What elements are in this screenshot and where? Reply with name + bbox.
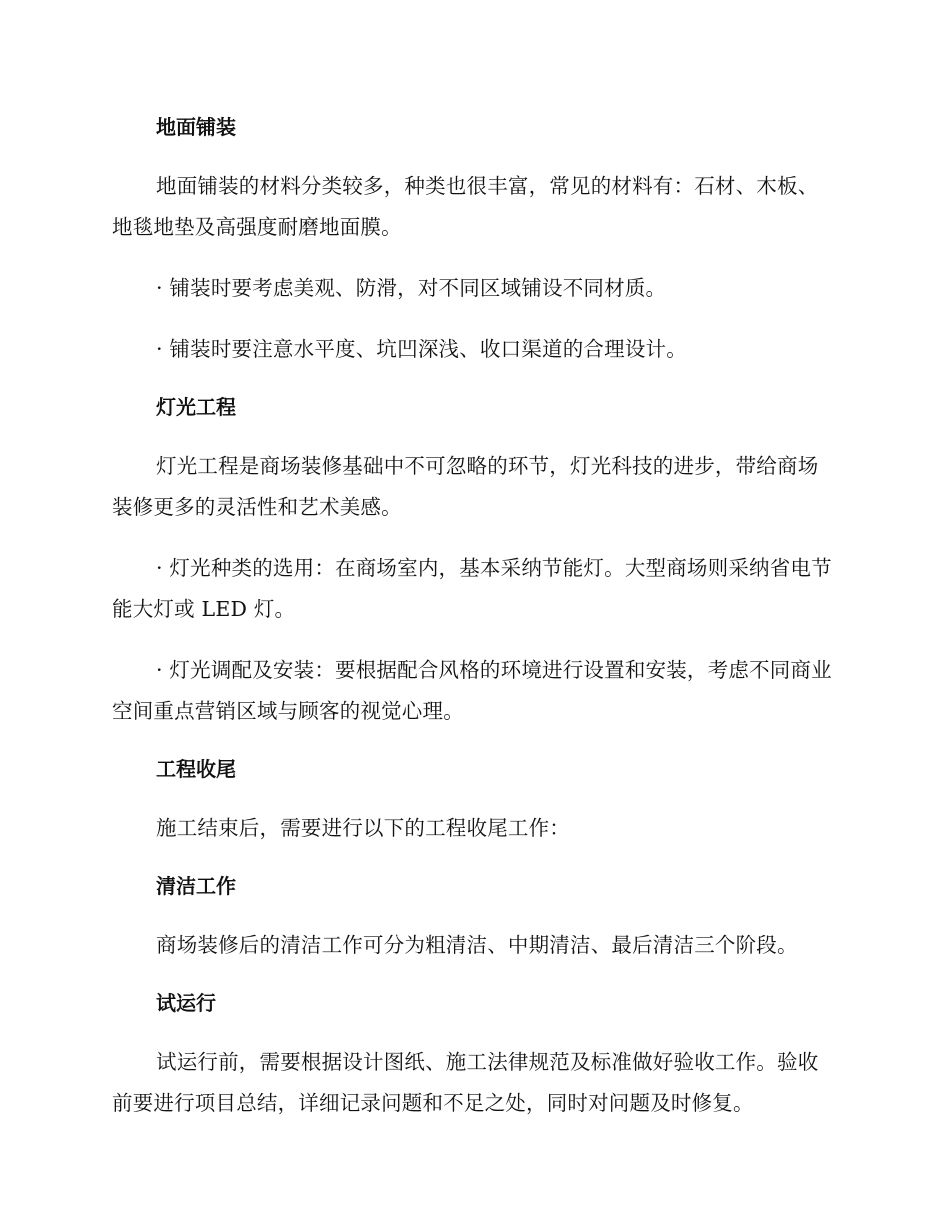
bullet-lighting-types: · 灯光种类的选用：在商场室内，基本采纳节能灯。大型商场则采纳省电节能大灯或 LED 灯。 <box>112 556 832 621</box>
section-heading-lighting: 灯光工程 <box>156 395 236 419</box>
section-heading-project-closeout: 工程收尾 <box>156 757 236 781</box>
section-heading-cleaning: 清洁工作 <box>156 874 236 898</box>
paragraph-cleaning: 商场装修后的清洁工作可分为粗清洁、中期清洁、最后清洁三个阶段。 <box>156 933 798 957</box>
paragraph-project-closeout: 施工结束后，需要进行以下的工程收尾工作： <box>156 816 570 840</box>
paragraph-trial-run: 试运行前，需要根据设计图纸、施工法律规范及标准做好验收工作。验收前要进行项目总结，详细记录问题和不足之处，同时对问题及时修复。 <box>112 1050 819 1115</box>
bullet-floor-paving-levelness: · 铺装时要注意水平度、坑凹深浅、收口渠道的合理设计。 <box>156 337 687 361</box>
section-heading-trial-run: 试运行 <box>156 991 216 1015</box>
document-body <box>112 110 837 1144</box>
bullet-lighting-installation: · 灯光调配及安装：要根据配合风格的环境进行设置和安装，考虑不同商业空间重点营销区域与顾客的视觉心理。 <box>112 658 832 723</box>
section-heading-floor-paving: 地面铺装 <box>156 115 236 139</box>
bullet-floor-paving-appearance: · 铺装时要考虑美观、防滑，对不同区域铺设不同材质。 <box>156 276 667 300</box>
paragraph-floor-paving-intro: 地面铺装的材料分类较多，种类也很丰富，常见的材料有：石材、木板、地毯地垫及高强度耐磨地面膜。 <box>112 174 819 239</box>
paragraph-lighting-intro: 灯光工程是商场装修基础中不可忽略的环节，灯光科技的进步，带给商场装修更多的灵活性和艺术美感。 <box>112 454 819 519</box>
